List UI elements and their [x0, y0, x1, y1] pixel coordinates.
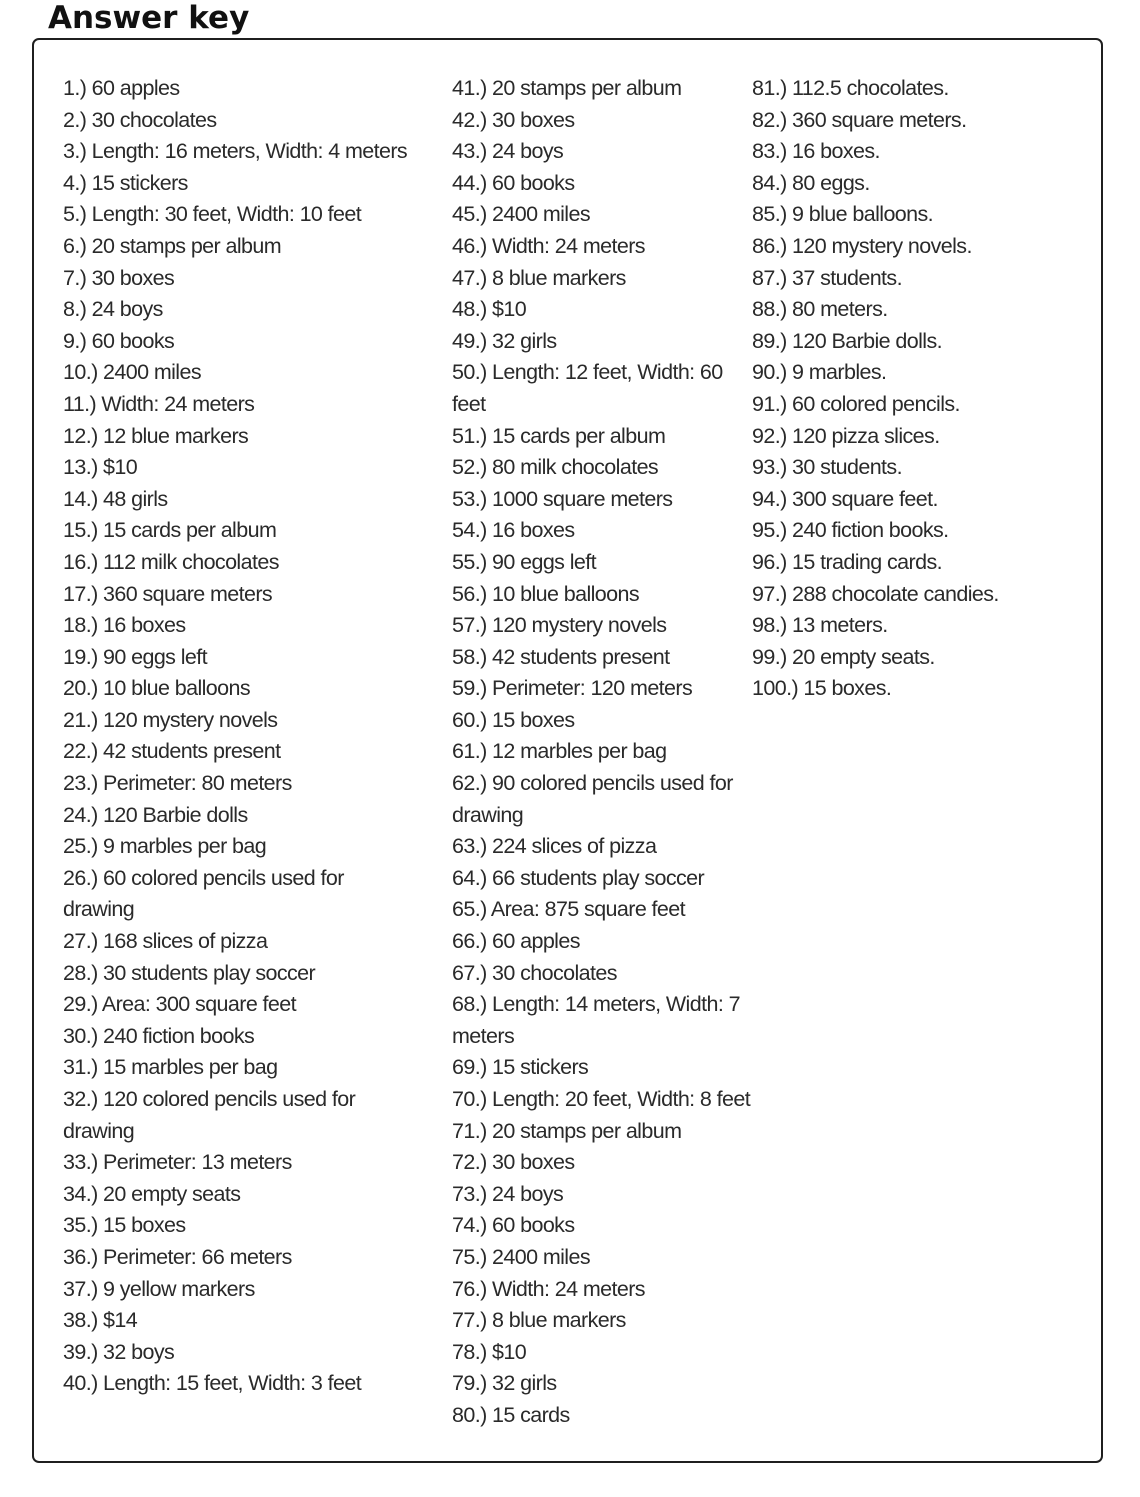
answer-item: 81.) 112.5 chocolates.: [752, 76, 949, 100]
answer-item: 82.) 360 square meters.: [752, 107, 967, 132]
answer-item: 50.) Length: 12 feet, Width: 60 feet: [452, 360, 723, 416]
answer-item: 57.) 120 mystery novels: [452, 613, 667, 638]
answer-item: 8.) 24 boys: [63, 297, 163, 322]
answer-item: 95.) 240 fiction books.: [752, 518, 949, 543]
answer-item: 88.) 80 meters.: [752, 297, 888, 322]
answer-item: 87.) 37 students.: [752, 265, 902, 290]
answer-item: 92.) 120 pizza slices.: [752, 423, 940, 448]
answer-item: 13.) $10: [63, 455, 138, 480]
answer-item: 73.) 24 boys: [452, 1181, 564, 1206]
answer-item: 28.) 30 students play soccer: [63, 960, 316, 985]
answer-item: 17.) 360 square meters: [63, 581, 273, 606]
answer-item: 93.) 30 students.: [752, 455, 902, 480]
answer-column-3: [752, 73, 1082, 705]
answer-item: 4.) 15 stickers: [63, 170, 188, 195]
answer-item: 30.) 240 fiction books: [63, 1023, 255, 1048]
answer-item: 31.) 15 marbles per bag: [63, 1055, 278, 1080]
answer-item: 44.) 60 books: [452, 170, 575, 195]
answer-item: 79.) 32 girls: [452, 1371, 557, 1396]
answer-item: 22.) 42 students present: [63, 739, 281, 764]
answer-item: 27.) 168 slices of pizza: [63, 929, 268, 954]
answer-item: 69.) 15 stickers: [452, 1055, 589, 1080]
answer-item: 75.) 2400 miles: [452, 1244, 590, 1269]
answer-item: 96.) 15 trading cards.: [752, 549, 942, 574]
answer-item: 34.) 20 empty seats: [63, 1181, 241, 1206]
answer-item: 47.) 8 blue markers: [452, 265, 626, 290]
answer-item: 6.) 20 stamps per album: [63, 233, 282, 258]
answer-item: 70.) Length: 20 feet, Width: 8 feet: [452, 1087, 751, 1111]
answer-item: 65.) Area: 875 square feet: [452, 897, 686, 922]
answer-item: 99.) 20 empty seats.: [752, 644, 935, 669]
answer-item: 55.) 90 eggs left: [452, 549, 596, 574]
answer-item: 52.) 80 milk chocolates: [452, 455, 659, 480]
answer-item: 42.) 30 boxes: [452, 107, 575, 132]
answer-item: 83.) 16 boxes.: [752, 139, 880, 164]
answer-item: 71.) 20 stamps per album: [452, 1118, 682, 1143]
answer-item: 74.) 60 books: [452, 1213, 575, 1238]
answer-item: 100.) 15 boxes.: [752, 676, 892, 701]
answer-item: 3.) Length: 16 meters, Width: 4 meters: [63, 139, 408, 164]
answer-item: 63.) 224 slices of pizza: [452, 834, 657, 859]
answer-item: 43.) 24 boys: [452, 139, 564, 164]
answer-item: 61.) 12 marbles per bag: [452, 739, 667, 764]
page-title: Answer key: [48, 0, 250, 36]
answer-item: 94.) 300 square feet.: [752, 486, 938, 511]
answer-item: 60.) 15 boxes: [452, 707, 575, 732]
answer-item: 77.) 8 blue markers: [452, 1308, 626, 1333]
answer-item: 38.) $14: [63, 1308, 138, 1333]
answer-item: 51.) 15 cards per album: [452, 423, 666, 448]
answer-item: 64.) 66 students play soccer: [452, 865, 705, 890]
answer-item: 84.) 80 eggs.: [752, 170, 870, 195]
answer-item: 18.) 16 boxes: [63, 613, 186, 638]
answer-item: 45.) 2400 miles: [452, 202, 590, 227]
answer-item: 40.) Length: 15 feet, Width: 3 feet: [63, 1371, 362, 1396]
answer-item: 10.) 2400 miles: [63, 360, 201, 385]
answer-item: 66.) 60 apples: [452, 929, 580, 954]
answer-item: 9.) 60 books: [63, 328, 175, 353]
answer-item: 98.) 13 meters.: [752, 613, 888, 638]
answer-item: 56.) 10 blue balloons: [452, 581, 640, 606]
answer-item: 80.) 15 cards: [452, 1402, 570, 1427]
answer-item: 1.) 60 apples: [63, 76, 180, 100]
answer-item: 85.) 9 blue balloons.: [752, 202, 934, 227]
answer-item: 11.) Width: 24 meters: [63, 391, 255, 416]
answer-item: 25.) 9 marbles per bag: [63, 834, 267, 859]
answer-item: 5.) Length: 30 feet, Width: 10 feet: [63, 202, 362, 227]
answer-item: 37.) 9 yellow markers: [63, 1276, 255, 1301]
answer-item: 39.) 32 boys: [63, 1339, 175, 1364]
answer-item: 59.) Perimeter: 120 meters: [452, 676, 693, 701]
answer-item: 91.) 60 colored pencils.: [752, 391, 960, 416]
answer-item: 23.) Perimeter: 80 meters: [63, 771, 292, 796]
answer-item: 76.) Width: 24 meters: [452, 1276, 645, 1301]
answer-item: 48.) $10: [452, 297, 527, 322]
answer-item: 20.) 10 blue balloons: [63, 676, 251, 701]
answer-item: 35.) 15 boxes: [63, 1213, 186, 1238]
answer-item: 86.) 120 mystery novels.: [752, 233, 972, 258]
answer-item: 46.) Width: 24 meters: [452, 233, 645, 258]
answer-item: 32.) 120 colored pencils used for drawing: [63, 1087, 356, 1143]
answer-item: 97.) 288 chocolate candies.: [752, 581, 999, 606]
answer-item: 67.) 30 chocolates: [452, 960, 617, 985]
answer-item: 54.) 16 boxes: [452, 518, 575, 543]
answer-item: 49.) 32 girls: [452, 328, 557, 353]
answer-item: 89.) 120 Barbie dolls.: [752, 328, 942, 353]
answer-item: 41.) 20 stamps per album: [452, 76, 682, 100]
answer-item: 24.) 120 Barbie dolls: [63, 802, 248, 827]
answer-column-2: [452, 73, 764, 1432]
answer-item: 21.) 120 mystery novels: [63, 707, 278, 732]
answer-item: 7.) 30 boxes: [63, 265, 175, 290]
answer-item: 36.) Perimeter: 66 meters: [63, 1244, 292, 1269]
answer-item: 29.) Area: 300 square feet: [63, 992, 297, 1017]
answer-item: 26.) 60 colored pencils used for drawing: [63, 865, 344, 922]
answer-item: 78.) $10: [452, 1339, 527, 1364]
answer-item: 68.) Length: 14 meters, Width: 7 meters: [452, 992, 740, 1048]
answer-item: 33.) Perimeter: 13 meters: [63, 1150, 292, 1175]
answer-item: 58.) 42 students present: [452, 644, 670, 669]
answer-column-1: [63, 73, 448, 1400]
answer-item: 14.) 48 girls: [63, 486, 168, 511]
answer-item: 2.) 30 chocolates: [63, 107, 217, 132]
answer-item: 62.) 90 colored pencils used for drawing: [452, 771, 733, 827]
answer-item: 72.) 30 boxes: [452, 1150, 575, 1175]
answer-item: 16.) 112 milk chocolates: [63, 549, 279, 574]
answer-item: 15.) 15 cards per album: [63, 518, 277, 543]
answer-item: 19.) 90 eggs left: [63, 644, 207, 669]
answer-item: 53.) 1000 square meters: [452, 486, 673, 511]
answer-item: 12.) 12 blue markers: [63, 423, 249, 448]
answer-item: 90.) 9 marbles.: [752, 360, 887, 385]
